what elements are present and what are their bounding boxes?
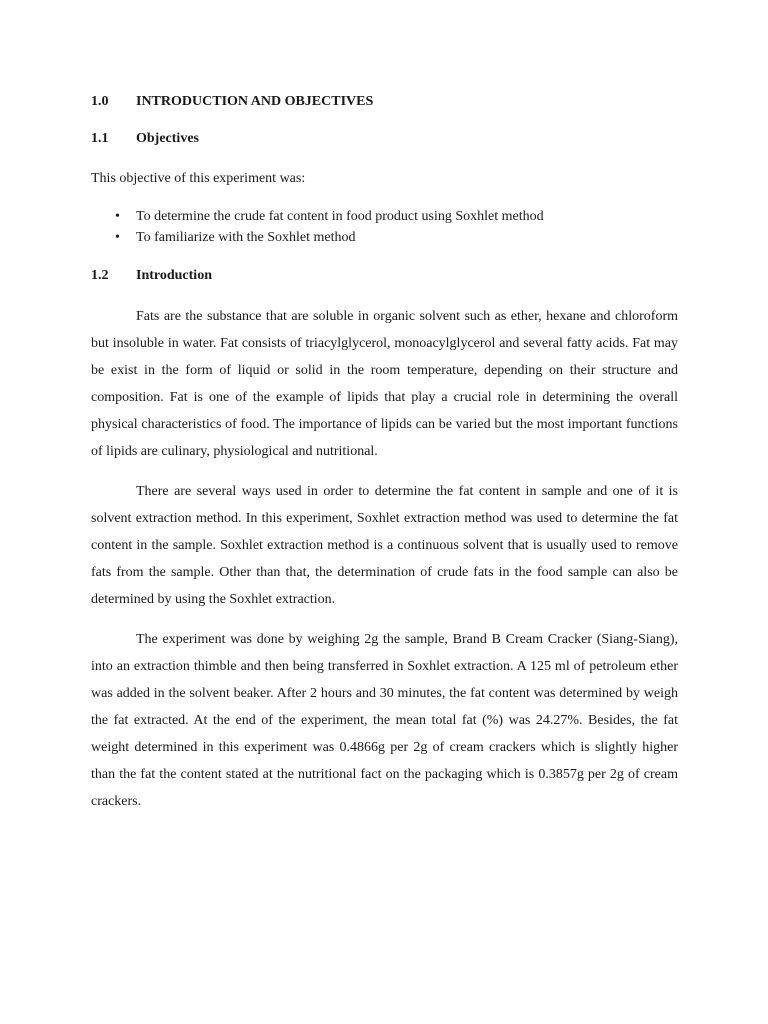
list-item [91, 227, 678, 248]
bullet-icon: • [115, 230, 120, 245]
introduction-paragraph-3: The experiment was done by weighing 2g the sample, Brand B Cream Cracker (Siang-Siang), into an extraction thimble and then being transferred in Soxhlet extraction. A 125 ml of petroleum ether was added in the solvent beaker. After 2 hours and 30 minutes, the fat content was determined by weigh the fat extracted. At the end of the experiment, the mean total fat (%) was 24.27%. Besides, the fat weight determined in this experiment was 0.4866g per 2g of cream crackers which is slightly higher than the fat the content stated at the nutritional fact on the packaging which is 0.3857g per 2g of cream crackers. [91, 632, 678, 809]
section-number: 1.1 [91, 131, 109, 146]
section-heading-objectives [91, 129, 678, 149]
list-item-text: To familiarize with the Soxhlet method [136, 230, 356, 245]
section-heading-introduction-and-objectives [91, 92, 678, 112]
section-heading-introduction [91, 266, 678, 286]
objectives-lead-text: This objective of this experiment was: [91, 171, 306, 186]
introduction-paragraph-2: There are several ways used in order to determine the fat content in sample and one of it is solvent extraction method. In this experiment, Soxhlet extraction method was used to determine the fat content in the sample. Soxhlet extraction method is a continuous solvent that is usually used to remove fats from the sample. Other than that, the determination of crude fats in the food sample can also be determined by using the Soxhlet extraction. [91, 484, 678, 607]
objectives-list [91, 206, 678, 248]
bullet-icon: • [115, 209, 120, 224]
section-title: Objectives [136, 131, 199, 146]
list-item [91, 206, 678, 227]
section-number: 1.2 [91, 268, 109, 283]
document-body [91, 92, 678, 815]
section-title: Introduction [136, 268, 212, 283]
introduction-paragraph-1: Fats are the substance that are soluble in organic solvent such as ether, hexane and chloroform but insoluble in water. Fat consists of triacylglycerol, monoacylglycerol and several fatty acids. Fat may be exist in the form of liquid or solid in the room temperature, depending on their structure and composition. Fat is one of the example of lipids that play a crucial role in determining the overall physical characteristics of food. The importance of lipids can be varied but the most important functions of lipids are culinary, physiological and nutritional. [91, 309, 678, 459]
section-title: INTRODUCTION AND OBJECTIVES [136, 94, 374, 109]
section-number: 1.0 [91, 94, 109, 109]
list-item-text: To determine the crude fat content in food product using Soxhlet method [136, 209, 544, 224]
